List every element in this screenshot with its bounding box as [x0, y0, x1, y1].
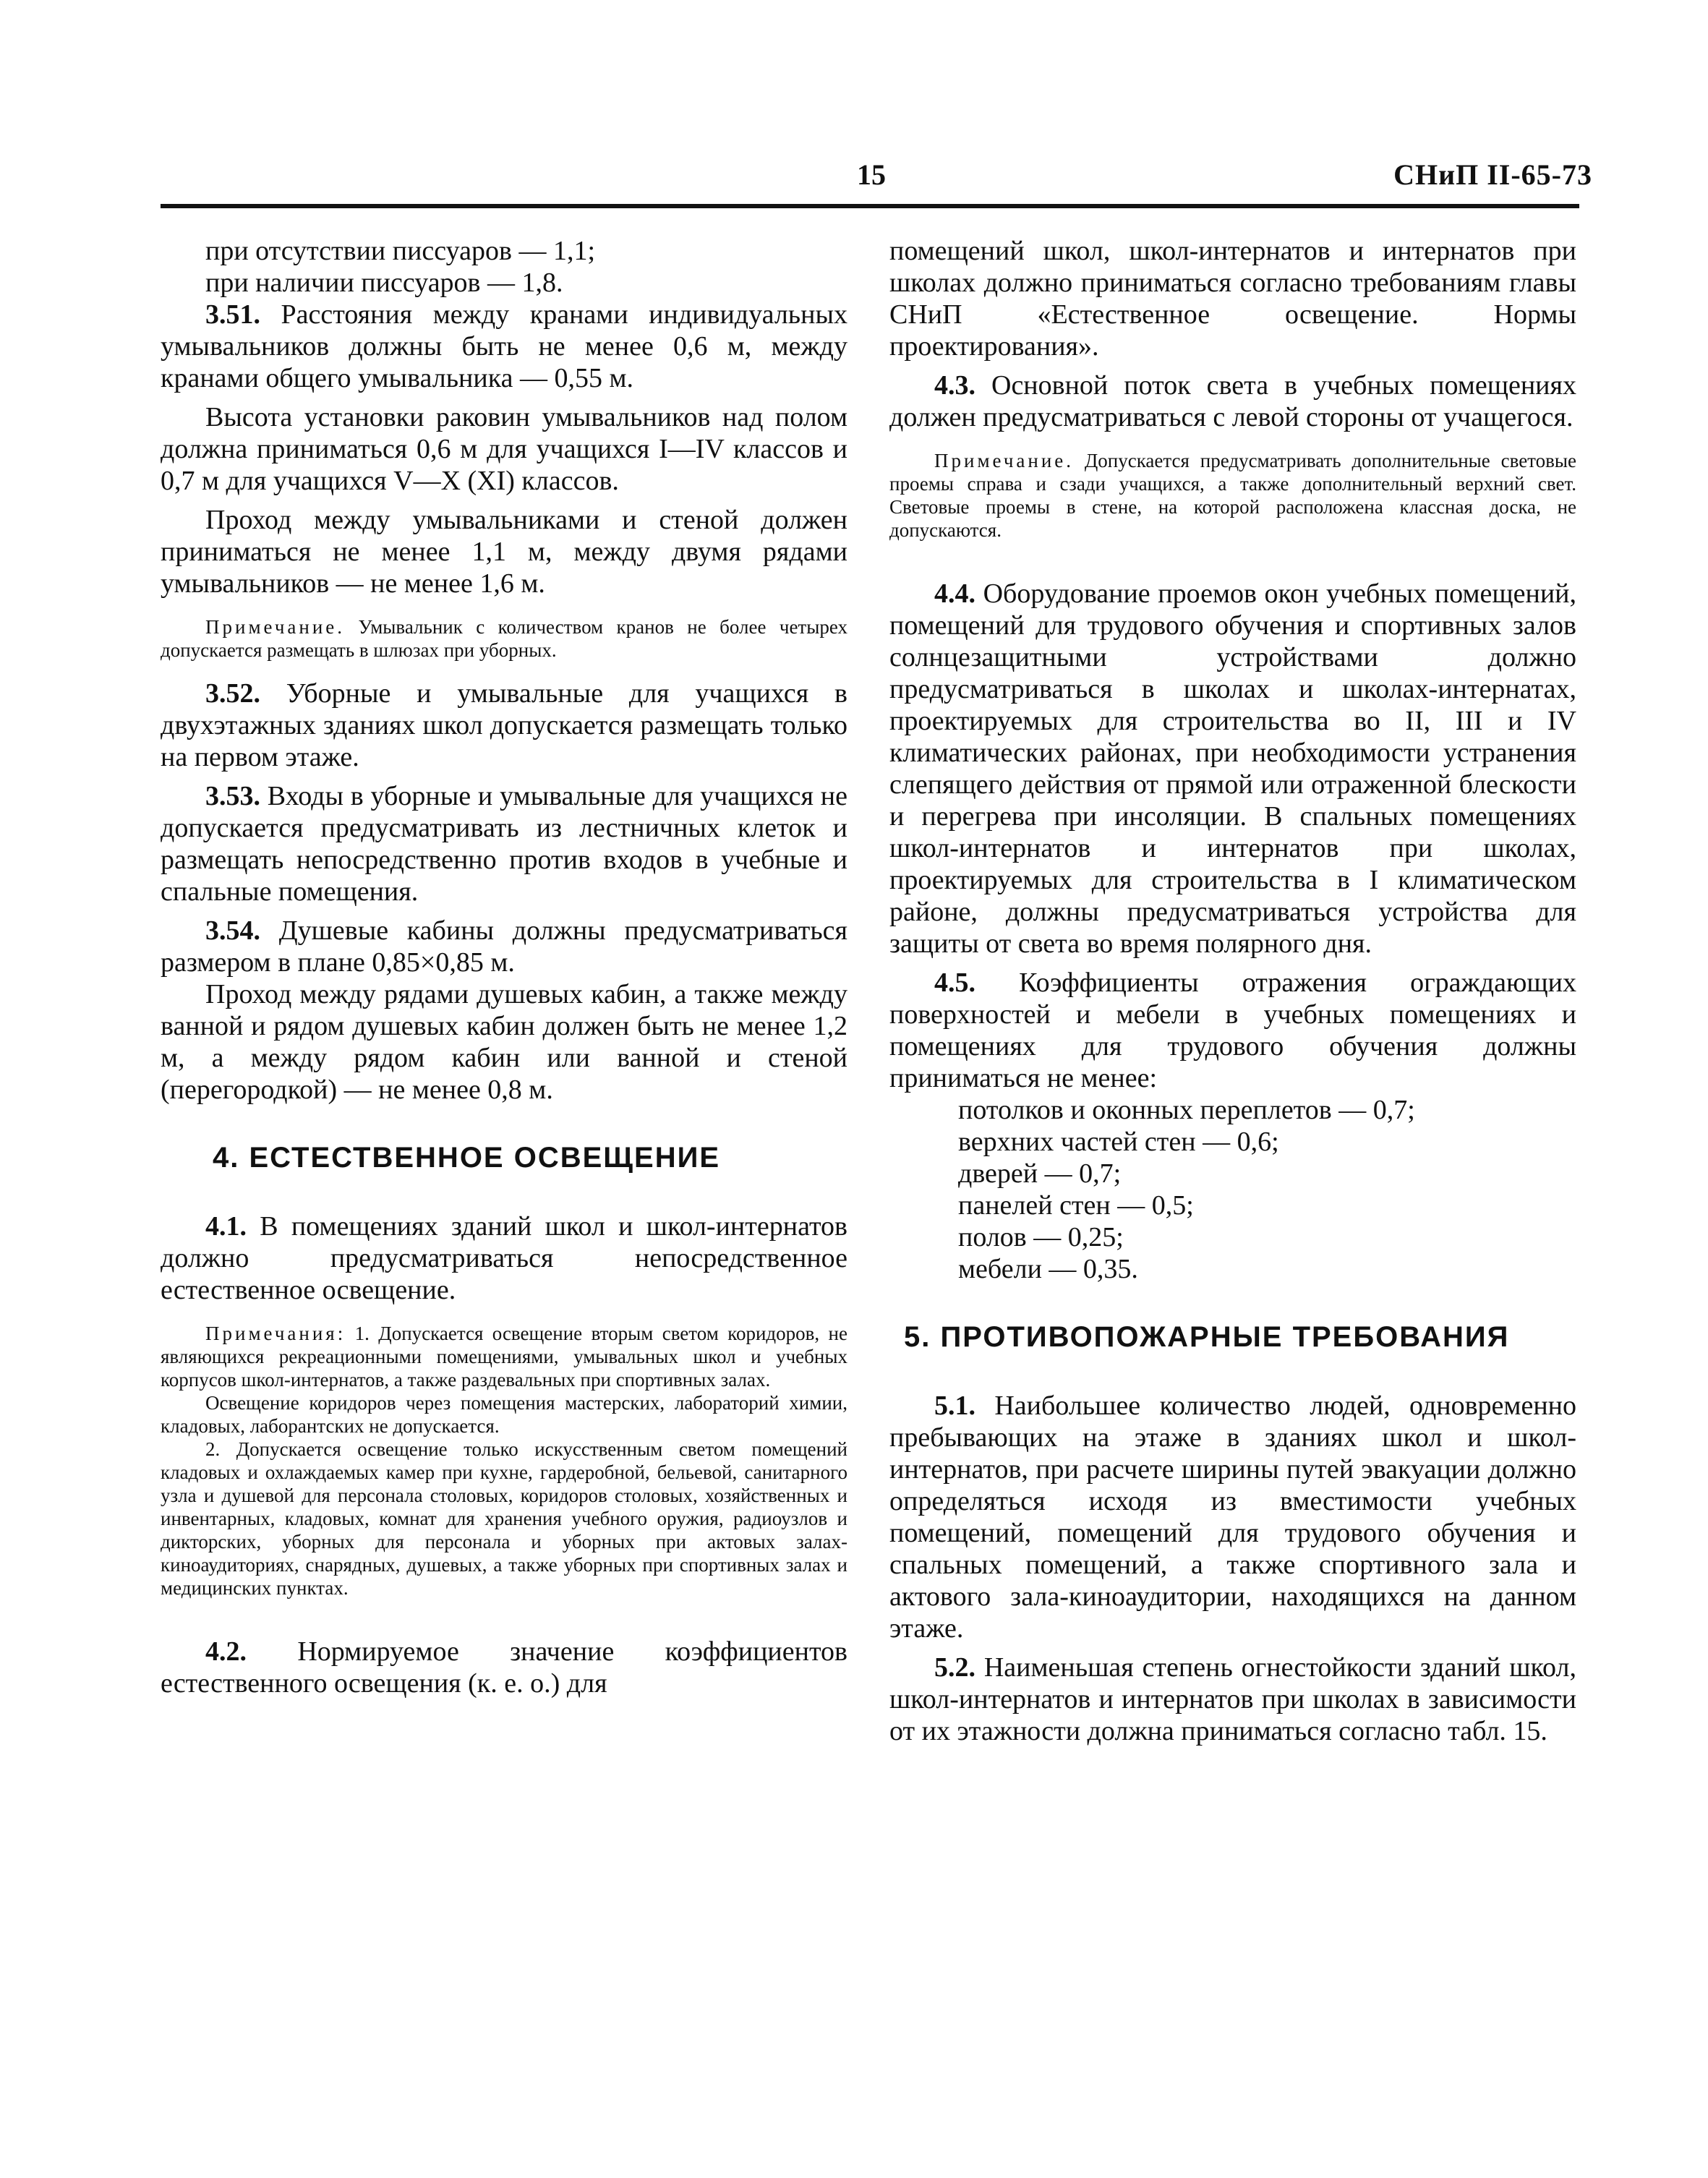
section-5-1 [889, 1390, 1576, 1644]
section-text: Входы в уборные и умывальные для учащихся не допускается предусматривать из лестничных клеток и размещать непосредственно против входов в учебные и спальные помещения. [161, 781, 847, 907]
list-item: полов — 0,25; [958, 1222, 1124, 1252]
section-3-53 [161, 780, 847, 908]
paragraph: помещений школ, школ-интернатов и интернатов при школах должно приниматься согласно требованиям главы СНиП «Естественное освещение. Нормы проектирования». [889, 236, 1576, 362]
paragraph: Проход между умывальниками и стеной должен приниматься не менее 1,1 м, между двумя рядами умывальников — не менее 1,6 м. [161, 505, 847, 599]
note-text: Умывальник с количеством кранов не более четырех допускается размещать в шлюзах при уборных. [161, 616, 847, 661]
section-number: 3.51. [205, 299, 260, 330]
notes [161, 1322, 847, 1391]
note-label: Примечания: [205, 1323, 346, 1344]
page-number: 15 [857, 158, 886, 191]
section-text: Душевые кабины должны предусматриваться размером в плане 0,85×0,85 м. [161, 915, 847, 978]
paragraph: Высота установки раковин умывальников над полом должна приниматься 0,6 м для учащихся I—IV классов и 0,7 м для учащихся V—X (XI) классов. [161, 402, 847, 496]
section-4-4 [889, 578, 1576, 960]
section-4-1 [161, 1210, 847, 1306]
list-item: верхних частей стен — 0,6; [958, 1127, 1279, 1157]
section-text: Расстояния между кранами индивидуальных умывальников должны быть не менее 0,6 м, между кранами общего умывальника — 0,55 м. [161, 299, 847, 393]
section-number: 4.4. [934, 578, 975, 609]
note-text: Допускается предусматривать дополнительные световые проемы справа и сзади учащихся, а также дополнительный верхний свет. Световые проемы в стене, на которой расположена классная доска, не допускаются. [889, 450, 1576, 541]
section-heading-4: 4. ЕСТЕСТВЕННОЕ ОСВЕЩЕНИЕ [213, 1142, 721, 1174]
paragraph: Проход между рядами душевых кабин, а также между ванной и рядом душевых кабин должен быть не менее 1,2 м, а между рядом кабин или ванной и стеной (перегородкой) — не менее 0,8 м. [161, 979, 847, 1105]
right-column [889, 235, 1576, 1747]
note [889, 449, 1576, 542]
list-item: потолков и оконных переплетов — 0,7; [958, 1095, 1415, 1125]
section-number: 4.1. [205, 1211, 247, 1242]
section-text: Уборные и умывальные для учащихся в двухэтажных зданиях школ допускается размещать только на первом этаже. [161, 678, 847, 772]
section-text: В помещениях зданий школ и школ-интернатов должно предусматриваться непосредственное естественное освещение. [161, 1211, 847, 1305]
note-label: Примечание. [205, 616, 346, 638]
note-text: 2. Допускается освещение только искусственным светом помещений кладовых и охлаждаемых камер при кухне, гардеробной, бельевой, санитарного узла и душевой для персонала столовых, коридоров столовых, хозяйственных и инвентарных, кладовых, комнат для хранения учебного оружия, радиоузлов и дикторских, уборных для персонала и уборных при актовых залах-киноаудиториях, снарядных, душевых, а также уборных при спортивных залах и медицинских пунктах. [161, 1438, 847, 1599]
section-number: 4.2. [205, 1636, 247, 1667]
section-number: 3.52. [205, 678, 260, 709]
list-item: мебели — 0,35. [958, 1254, 1138, 1284]
section-3-54 [161, 915, 847, 978]
section-number: 5.1. [934, 1391, 975, 1421]
section-text: Оборудование проемов окон учебных помещений, помещений для трудового обучения и спортивных залов солнцезащитными устройствами должно предусматриваться в школах и школах-интернатах, проектируемых для строительства во II, III и IV климатических районах, при необходимости устранения слепящего действия от прямой или отраженной блескости и перегрева при инсоляции. В спальных помещениях школ-интернатов и интернатов при школах, проектируемых для строительства в I климатическом районе, должны предусматриваться устройства для защиты от света во время полярного дня. [889, 578, 1576, 959]
section-number: 4.5. [934, 968, 975, 998]
note [161, 615, 847, 662]
note-text: 1. Допускается освещение вторым светом коридоров, не являющихся рекреационными помещениями, умывальных школ и учебных корпусов школ-интернатов, а также раздевальных при спортивных залах. [161, 1323, 847, 1391]
section-text: Основной поток света в учебных помещениях должен предусматриваться с левой стороны от учащегося. [889, 370, 1576, 432]
left-column [161, 235, 847, 1699]
section-text: Наименьшая степень огнестойкости зданий школ, школ-интернатов и интернатов при школах в зависимости от их этажности должна приниматься согласно табл. 15. [889, 1652, 1576, 1746]
section-text: Нормируемое значение коэффициентов естественного освещения (к. е. о.) для [161, 1636, 847, 1699]
paragraph: при наличии писсуаров — 1,8. [205, 268, 563, 298]
document-code: СНиП II-65-73 [1393, 158, 1592, 191]
section-4-3 [889, 370, 1576, 433]
list-item: дверей — 0,7; [958, 1158, 1122, 1189]
note-label: Примечание. [934, 450, 1075, 471]
note-text: Освещение коридоров через помещения мастерских, лабораторий химии, кладовых, лаборантских не допускается. [161, 1392, 847, 1437]
section-text: Коэффициенты отражения ограждающих поверхностей и мебели в учебных помещениях и помещениях для трудового обучения должны приниматься не менее: [889, 968, 1576, 1093]
section-number: 3.54. [205, 915, 260, 946]
section-4-2 [161, 1636, 847, 1699]
section-3-52 [161, 678, 847, 773]
section-number: 4.3. [934, 370, 975, 401]
section-5-2 [889, 1652, 1576, 1747]
section-text: Наибольшее количество людей, одновременно пребывающих на этаже в зданиях школ и школ-интернатов, при расчете ширины путей эвакуации должно определяться исходя из вместимости учебных помещений, помещений для трудового обучения и спальных помещений, а также спортивного зала и актового зала-киноаудитории, находящихся на данном этаже. [889, 1391, 1576, 1644]
section-4-5 [889, 967, 1576, 1094]
section-3-51 [161, 299, 847, 394]
paragraph: при отсутствии писсуаров — 1,1; [205, 236, 596, 266]
header-rule [161, 204, 1579, 208]
section-number: 3.53. [205, 781, 260, 811]
section-number: 5.2. [934, 1652, 975, 1683]
list-item: панелей стен — 0,5; [958, 1190, 1194, 1221]
section-heading-5: 5. ПРОТИВОПОЖАРНЫЕ ТРЕБОВАНИЯ [904, 1321, 1510, 1353]
